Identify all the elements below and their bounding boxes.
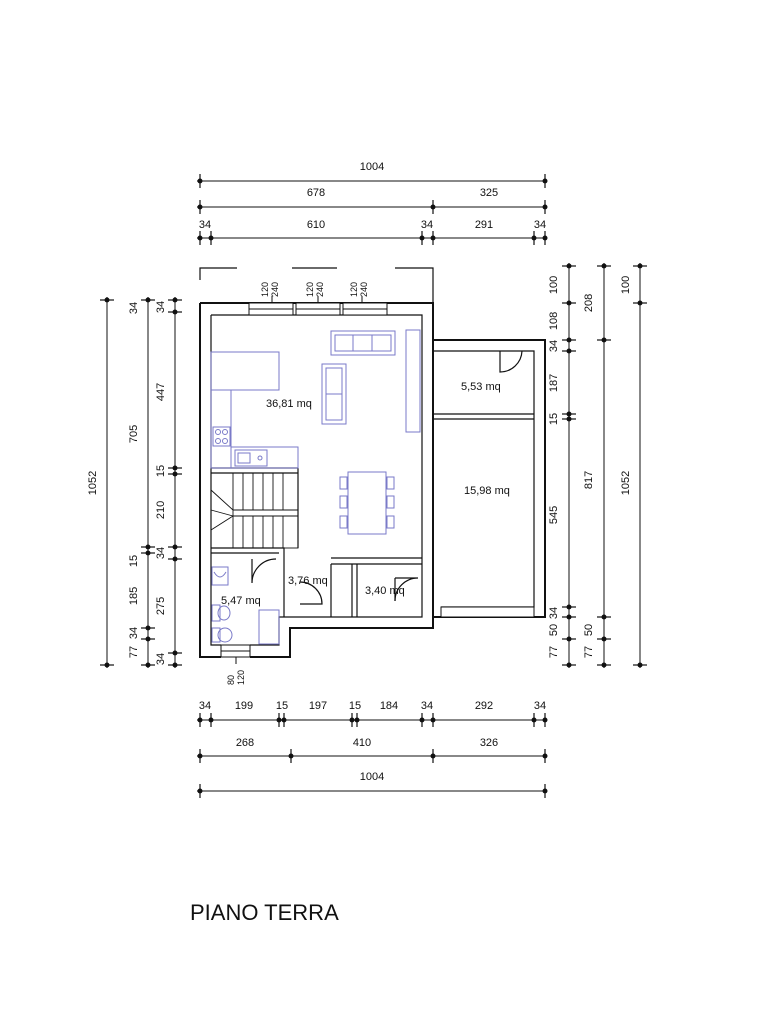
plan-title: PIANO TERRA	[190, 900, 339, 925]
top-dim-610: 610	[306, 219, 326, 231]
left-inner-15: 15	[155, 464, 167, 478]
left-dim-185: 185	[128, 586, 140, 606]
room-labels	[221, 381, 510, 607]
right-inner-34a: 34	[548, 339, 560, 353]
top-total-dim: 1004	[359, 161, 385, 173]
window1-width: 120	[260, 281, 270, 297]
top-dim-678: 678	[306, 187, 326, 199]
left-total-dim: 1052	[87, 470, 99, 496]
stove-icon	[213, 427, 230, 446]
top-dim-325: 325	[479, 187, 499, 199]
left-dim-34-top: 34	[128, 301, 140, 315]
right-dimensions	[548, 263, 647, 668]
right-outer-1052: 1052	[620, 470, 632, 496]
room-bath-area: 5,47 mq	[221, 595, 261, 607]
top-dim-34c: 34	[533, 219, 547, 231]
right-inner-77: 77	[548, 645, 560, 659]
window2-height: 240	[315, 281, 325, 297]
bottom-total-dim: 1004	[359, 771, 385, 783]
bottom-dim-34a: 34	[198, 700, 212, 712]
bottom-dim-410: 410	[352, 737, 372, 749]
window3-width: 120	[349, 281, 359, 297]
right-inner-545: 545	[548, 505, 560, 525]
room-porch-area: 5,53 mq	[461, 381, 501, 393]
bath-window-width: 80	[226, 674, 236, 685]
bottom-dim-184: 184	[379, 700, 399, 712]
top-dim-34b: 34	[420, 219, 434, 231]
dining-table-icon	[340, 472, 394, 534]
bottom-dim-34c: 34	[533, 700, 547, 712]
left-dim-34-mid: 34	[128, 626, 140, 640]
right-mid-50: 50	[583, 623, 595, 637]
bottom-dim-199: 199	[234, 700, 254, 712]
left-inner-34b: 34	[155, 546, 167, 560]
right-inner-15: 15	[548, 412, 560, 426]
right-mid-77: 77	[583, 645, 595, 659]
top-dim-34a: 34	[198, 219, 212, 231]
left-inner-34a: 34	[155, 300, 167, 314]
room-hall-area: 3,76 mq	[288, 575, 328, 587]
bottom-dim-15a: 15	[275, 700, 289, 712]
left-dimensions	[87, 297, 182, 668]
bottom-dim-268: 268	[235, 737, 255, 749]
left-dim-77: 77	[128, 645, 140, 659]
left-dim-705: 705	[128, 424, 140, 444]
toilet-icon	[212, 628, 232, 642]
left-inner-34c: 34	[155, 652, 167, 666]
washbasin-icon	[212, 567, 228, 585]
right-inner-108: 108	[548, 311, 560, 331]
right-outer-100: 100	[620, 275, 632, 295]
bottom-dim-15b: 15	[348, 700, 362, 712]
bottom-dim-197: 197	[308, 700, 328, 712]
right-inner-187: 187	[548, 373, 560, 393]
right-inner-34b: 34	[548, 606, 560, 620]
top-dim-291: 291	[474, 219, 494, 231]
sofa-icon	[331, 331, 395, 355]
room-garage-area: 15,98 mq	[464, 485, 510, 497]
staircase	[211, 473, 298, 548]
window3-height: 240	[359, 281, 369, 297]
sink-icon	[235, 450, 267, 466]
right-mid-817: 817	[583, 470, 595, 490]
bath-window-height: 120	[236, 669, 246, 685]
window2-width: 120	[305, 281, 315, 297]
top-dimensions	[197, 161, 548, 245]
bottom-dim-34b: 34	[420, 700, 434, 712]
armchair-icon	[322, 364, 346, 424]
window1-height: 240	[270, 281, 280, 297]
right-inner-100: 100	[548, 275, 560, 295]
right-mid-208: 208	[583, 293, 595, 313]
bottom-dim-326: 326	[479, 737, 499, 749]
left-dim-15: 15	[128, 554, 140, 568]
bottom-dimensions	[197, 700, 548, 798]
left-inner-210: 210	[155, 500, 167, 520]
room-living-area: 36,81 mq	[266, 398, 312, 410]
right-inner-50: 50	[548, 623, 560, 637]
bidet-icon	[212, 605, 230, 621]
left-inner-447: 447	[155, 382, 167, 402]
left-inner-275: 275	[155, 596, 167, 616]
room-storage-area: 3,40 mq	[365, 585, 405, 597]
bottom-dim-292: 292	[474, 700, 494, 712]
